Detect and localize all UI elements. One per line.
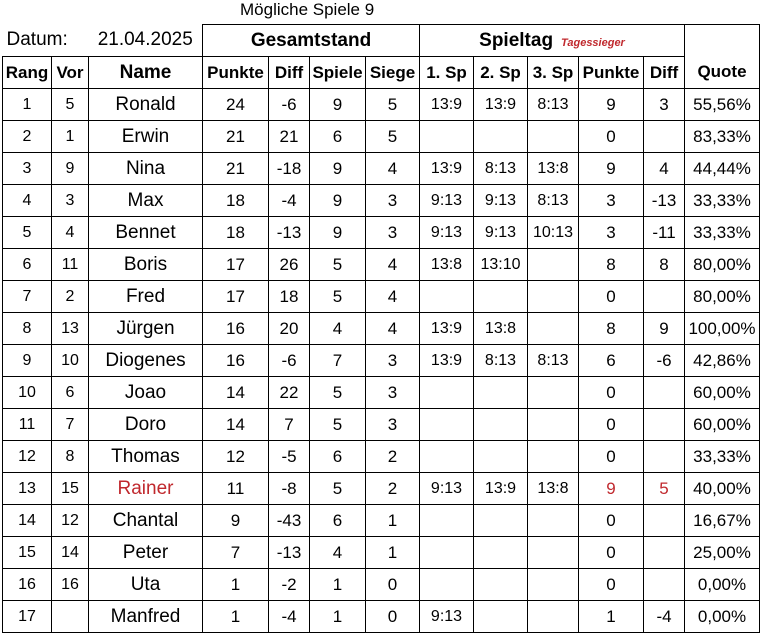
cell-day-diff: -11 <box>644 217 685 249</box>
cell-points: 16 <box>203 345 269 377</box>
cell-game3 <box>528 281 579 313</box>
cell-game3 <box>528 121 579 153</box>
cell-name: Max <box>89 185 203 217</box>
column-header-game2: 2. Sp <box>474 57 528 89</box>
cell-quote: 44,44% <box>685 153 760 185</box>
cell-prev <box>52 601 89 633</box>
date-value: 21.04.2025 <box>97 29 193 51</box>
cell-day-points: 0 <box>579 409 644 441</box>
cell-quote: 60,00% <box>685 409 760 441</box>
cell-day-points: 0 <box>579 569 644 601</box>
cell-games: 9 <box>310 153 366 185</box>
cell-points: 21 <box>203 153 269 185</box>
table-row <box>3 313 760 345</box>
cell-diff: -5 <box>269 441 310 473</box>
cell-games: 9 <box>310 185 366 217</box>
table-row <box>3 505 760 537</box>
cell-day-points: 0 <box>579 505 644 537</box>
cell-game2: 13:9 <box>474 473 528 505</box>
cell-games: 1 <box>310 569 366 601</box>
cell-day-points: 0 <box>579 281 644 313</box>
cell-points: 14 <box>203 409 269 441</box>
cell-day-diff: -4 <box>644 601 685 633</box>
matchday-header <box>420 25 685 57</box>
cell-rank: 12 <box>3 441 52 473</box>
cell-game2: 13:9 <box>474 89 528 121</box>
cell-game1: 9:13 <box>420 185 474 217</box>
table-row <box>3 281 760 313</box>
cell-game2: 13:8 <box>474 313 528 345</box>
cell-day-diff <box>644 537 685 569</box>
cell-diff: -6 <box>269 345 310 377</box>
cell-rank: 5 <box>3 217 52 249</box>
cell-name: Rainer <box>89 473 203 505</box>
cell-name: Joao <box>89 377 203 409</box>
cell-points: 12 <box>203 441 269 473</box>
cell-quote: 83,33% <box>685 121 760 153</box>
table-row <box>3 409 760 441</box>
cell-game1: 13:9 <box>420 313 474 345</box>
cell-game3: 13:8 <box>528 153 579 185</box>
cell-game2: 8:13 <box>474 345 528 377</box>
cell-wins: 2 <box>366 441 420 473</box>
cell-prev: 15 <box>52 473 89 505</box>
cell-quote: 0,00% <box>685 569 760 601</box>
table-row <box>3 121 760 153</box>
cell-rank: 17 <box>3 601 52 633</box>
cell-diff: -13 <box>269 537 310 569</box>
cell-game1 <box>420 377 474 409</box>
table-row <box>3 185 760 217</box>
table-row <box>3 153 760 185</box>
cell-prev: 7 <box>52 409 89 441</box>
cell-game1 <box>420 121 474 153</box>
cell-day-diff: 9 <box>644 313 685 345</box>
cell-name: Thomas <box>89 441 203 473</box>
cell-wins: 3 <box>366 377 420 409</box>
cell-game3: 8:13 <box>528 185 579 217</box>
cell-prev: 11 <box>52 249 89 281</box>
cell-day-diff: 3 <box>644 89 685 121</box>
cell-quote: 16,67% <box>685 505 760 537</box>
cell-games: 9 <box>310 217 366 249</box>
cell-diff: -18 <box>269 153 310 185</box>
cell-points: 9 <box>203 505 269 537</box>
cell-points: 17 <box>203 281 269 313</box>
table-row <box>3 601 760 633</box>
cell-name: Chantal <box>89 505 203 537</box>
cell-day-points: 0 <box>579 537 644 569</box>
column-header-day-diff: Diff <box>644 57 685 89</box>
cell-diff: 7 <box>269 409 310 441</box>
column-header-game3: 3. Sp <box>528 57 579 89</box>
cell-prev: 12 <box>52 505 89 537</box>
table-row <box>3 377 760 409</box>
cell-name: Bennet <box>89 217 203 249</box>
cell-wins: 4 <box>366 281 420 313</box>
cell-game2: 9:13 <box>474 217 528 249</box>
cell-points: 16 <box>203 313 269 345</box>
column-header-row <box>3 57 760 89</box>
cell-prev: 10 <box>52 345 89 377</box>
overall-standings-header: Gesamtstand <box>203 25 420 57</box>
cell-diff: -13 <box>269 217 310 249</box>
cell-game2 <box>474 537 528 569</box>
cell-prev: 13 <box>52 313 89 345</box>
cell-wins: 3 <box>366 409 420 441</box>
cell-diff: 26 <box>269 249 310 281</box>
cell-diff: -6 <box>269 89 310 121</box>
column-header-quote: Quote <box>685 57 760 89</box>
cell-game1 <box>420 537 474 569</box>
cell-rank: 7 <box>3 281 52 313</box>
cell-games: 5 <box>310 409 366 441</box>
cell-game3 <box>528 377 579 409</box>
cell-name: Nina <box>89 153 203 185</box>
cell-day-points: 8 <box>579 313 644 345</box>
cell-rank: 2 <box>3 121 52 153</box>
cell-games: 5 <box>310 249 366 281</box>
cell-day-points: 3 <box>579 185 644 217</box>
cell-prev: 6 <box>52 377 89 409</box>
cell-games: 6 <box>310 121 366 153</box>
cell-name: Ronald <box>89 89 203 121</box>
cell-wins: 1 <box>366 537 420 569</box>
cell-diff: -4 <box>269 185 310 217</box>
header-row-title <box>3 25 760 57</box>
cell-rank: 13 <box>3 473 52 505</box>
cell-games: 7 <box>310 345 366 377</box>
cell-game1: 9:13 <box>420 601 474 633</box>
cell-quote: 33,33% <box>685 441 760 473</box>
cell-points: 1 <box>203 569 269 601</box>
cell-game2: 8:13 <box>474 153 528 185</box>
cell-day-diff <box>644 505 685 537</box>
cell-wins: 5 <box>366 89 420 121</box>
cell-game1 <box>420 505 474 537</box>
cell-game3: 8:13 <box>528 345 579 377</box>
column-header-name: Name <box>89 57 203 89</box>
cell-day-diff <box>644 441 685 473</box>
cell-wins: 1 <box>366 505 420 537</box>
cell-points: 7 <box>203 537 269 569</box>
cell-quote: 40,00% <box>685 473 760 505</box>
cell-day-diff <box>644 281 685 313</box>
cell-game1: 13:8 <box>420 249 474 281</box>
cell-game2 <box>474 505 528 537</box>
cell-rank: 11 <box>3 409 52 441</box>
cell-prev: 16 <box>52 569 89 601</box>
cell-name: Diogenes <box>89 345 203 377</box>
cell-day-points: 9 <box>579 473 644 505</box>
cell-diff: -2 <box>269 569 310 601</box>
cell-diff: -8 <box>269 473 310 505</box>
cell-diff: 22 <box>269 377 310 409</box>
cell-day-points: 9 <box>579 153 644 185</box>
cell-wins: 4 <box>366 153 420 185</box>
cell-day-points: 0 <box>579 441 644 473</box>
cell-game2 <box>474 569 528 601</box>
cell-game1 <box>420 441 474 473</box>
cell-rank: 4 <box>3 185 52 217</box>
standings-table <box>2 24 760 633</box>
column-header-prev: Vor <box>52 57 89 89</box>
cell-game1 <box>420 409 474 441</box>
cell-games: 4 <box>310 537 366 569</box>
cell-day-diff: 8 <box>644 249 685 281</box>
cell-game2: 9:13 <box>474 185 528 217</box>
cell-wins: 3 <box>366 185 420 217</box>
cell-name: Peter <box>89 537 203 569</box>
cell-prev: 9 <box>52 153 89 185</box>
cell-name: Uta <box>89 569 203 601</box>
cell-game3 <box>528 441 579 473</box>
cell-games: 6 <box>310 441 366 473</box>
cell-games: 5 <box>310 281 366 313</box>
cell-games: 6 <box>310 505 366 537</box>
cell-game3 <box>528 569 579 601</box>
cell-day-diff <box>644 409 685 441</box>
cell-prev: 5 <box>52 89 89 121</box>
cell-rank: 14 <box>3 505 52 537</box>
cell-quote: 60,00% <box>685 377 760 409</box>
cell-rank: 9 <box>3 345 52 377</box>
column-header-points: Punkte <box>203 57 269 89</box>
cell-name: Doro <box>89 409 203 441</box>
table-row <box>3 441 760 473</box>
table-row <box>3 217 760 249</box>
cell-game2 <box>474 377 528 409</box>
cell-points: 17 <box>203 249 269 281</box>
cell-games: 1 <box>310 601 366 633</box>
cell-games: 5 <box>310 377 366 409</box>
cell-game3: 10:13 <box>528 217 579 249</box>
cell-game3 <box>528 313 579 345</box>
cell-day-diff <box>644 569 685 601</box>
cell-game3 <box>528 537 579 569</box>
cell-rank: 15 <box>3 537 52 569</box>
cell-diff: 21 <box>269 121 310 153</box>
cell-game1 <box>420 569 474 601</box>
cell-day-points: 3 <box>579 217 644 249</box>
cell-rank: 16 <box>3 569 52 601</box>
cell-game1: 13:9 <box>420 153 474 185</box>
cell-game1: 9:13 <box>420 217 474 249</box>
table-row <box>3 249 760 281</box>
cell-game3 <box>528 249 579 281</box>
cell-quote: 80,00% <box>685 281 760 313</box>
table-row <box>3 89 760 121</box>
cell-points: 11 <box>203 473 269 505</box>
possible-games-note: Mögliche Spiele 9 <box>240 0 375 19</box>
cell-day-diff: 4 <box>644 153 685 185</box>
cell-points: 18 <box>203 217 269 249</box>
cell-quote: 42,86% <box>685 345 760 377</box>
cell-game3 <box>528 505 579 537</box>
cell-games: 9 <box>310 89 366 121</box>
cell-points: 18 <box>203 185 269 217</box>
cell-rank: 8 <box>3 313 52 345</box>
cell-name: Fred <box>89 281 203 313</box>
cell-game1: 9:13 <box>420 473 474 505</box>
cell-day-diff: -13 <box>644 185 685 217</box>
table-row <box>3 473 760 505</box>
cell-prev: 14 <box>52 537 89 569</box>
column-header-diff: Diff <box>269 57 310 89</box>
cell-day-diff: -6 <box>644 345 685 377</box>
cell-prev: 3 <box>52 185 89 217</box>
cell-rank: 6 <box>3 249 52 281</box>
cell-wins: 2 <box>366 473 420 505</box>
cell-game2: 13:10 <box>474 249 528 281</box>
cell-day-points: 0 <box>579 377 644 409</box>
cell-rank: 3 <box>3 153 52 185</box>
cell-prev: 1 <box>52 121 89 153</box>
cell-diff: 18 <box>269 281 310 313</box>
cell-quote: 100,00% <box>685 313 760 345</box>
cell-quote: 33,33% <box>685 217 760 249</box>
cell-game3: 8:13 <box>528 89 579 121</box>
cell-quote: 0,00% <box>685 601 760 633</box>
cell-wins: 4 <box>366 313 420 345</box>
cell-name: Manfred <box>89 601 203 633</box>
cell-name: Erwin <box>89 121 203 153</box>
cell-game2 <box>474 281 528 313</box>
cell-game1 <box>420 281 474 313</box>
cell-day-diff: 5 <box>644 473 685 505</box>
cell-day-diff <box>644 377 685 409</box>
quote-header-top <box>685 25 760 57</box>
cell-game2 <box>474 601 528 633</box>
cell-day-points: 0 <box>579 121 644 153</box>
table-row <box>3 537 760 569</box>
cell-name: Jürgen <box>89 313 203 345</box>
cell-wins: 4 <box>366 249 420 281</box>
cell-day-points: 1 <box>579 601 644 633</box>
cell-rank: 1 <box>3 89 52 121</box>
cell-game3 <box>528 601 579 633</box>
cell-game3 <box>528 409 579 441</box>
cell-points: 1 <box>203 601 269 633</box>
date-label: Datum: <box>6 29 68 51</box>
day-winner-label: Tagessieger <box>561 36 625 49</box>
cell-wins: 0 <box>366 569 420 601</box>
cell-wins: 3 <box>366 345 420 377</box>
table-row <box>3 345 760 377</box>
cell-points: 24 <box>203 89 269 121</box>
cell-diff: -43 <box>269 505 310 537</box>
cell-game2 <box>474 441 528 473</box>
cell-game2 <box>474 121 528 153</box>
cell-prev: 4 <box>52 217 89 249</box>
cell-game1: 13:9 <box>420 345 474 377</box>
cell-wins: 3 <box>366 217 420 249</box>
cell-quote: 25,00% <box>685 537 760 569</box>
cell-prev: 2 <box>52 281 89 313</box>
cell-points: 14 <box>203 377 269 409</box>
matchday-label: Spieltag <box>479 29 554 51</box>
cell-prev: 8 <box>52 441 89 473</box>
column-header-game1: 1. Sp <box>420 57 474 89</box>
cell-diff: 20 <box>269 313 310 345</box>
column-header-wins: Siege <box>366 57 420 89</box>
cell-day-points: 9 <box>579 89 644 121</box>
cell-games: 5 <box>310 473 366 505</box>
column-header-games: Spiele <box>310 57 366 89</box>
cell-day-diff <box>644 121 685 153</box>
cell-wins: 5 <box>366 121 420 153</box>
cell-game3: 13:8 <box>528 473 579 505</box>
cell-points: 21 <box>203 121 269 153</box>
cell-quote: 80,00% <box>685 249 760 281</box>
cell-name: Boris <box>89 249 203 281</box>
cell-day-points: 8 <box>579 249 644 281</box>
cell-quote: 55,56% <box>685 89 760 121</box>
cell-game2 <box>474 409 528 441</box>
table-row <box>3 569 760 601</box>
cell-diff: -4 <box>269 601 310 633</box>
column-header-day-points: Punkte <box>579 57 644 89</box>
cell-games: 4 <box>310 313 366 345</box>
cell-wins: 0 <box>366 601 420 633</box>
column-header-rank: Rang <box>3 57 52 89</box>
cell-rank: 10 <box>3 377 52 409</box>
cell-day-points: 6 <box>579 345 644 377</box>
cell-game1: 13:9 <box>420 89 474 121</box>
cell-quote: 33,33% <box>685 185 760 217</box>
